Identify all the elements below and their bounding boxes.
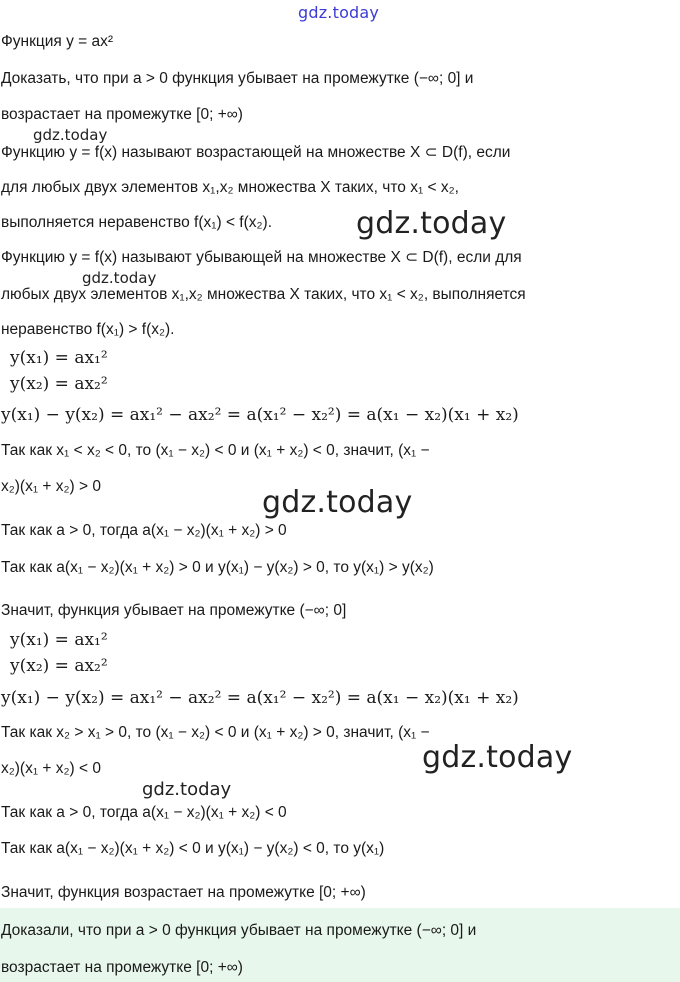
watermark-large-1: gdz.today [356, 206, 507, 241]
watermark-medium: gdz.today [142, 779, 232, 800]
watermark-large-2: gdz.today [262, 485, 413, 520]
text-line-9: неравенство f(x₁) > f(x₂). [1, 321, 175, 338]
text-line-17: Так как a > 0, тогда a(x₁ − x₂)(x₁ + x₂) < 0 [1, 804, 287, 821]
text-line-11: x₂)(x₁ + x₂) > 0 [1, 478, 101, 495]
text-line-18: Так как a(x₁ − x₂)(x₁ + x₂) < 0 и y(x₁) − y(x₂) < 0, то y(x₁) [1, 840, 385, 857]
text-line-6: выполняется неравенство f(x₁) < f(x₂). [1, 214, 273, 231]
text-line-5: для любых двух элементов x₁,x₂ множества X таких, что x₁ < x₂, [1, 179, 459, 196]
text-line-4: Функцию y = f(x) называют возрастающей на множестве X ⊂ D(f), если [1, 144, 511, 161]
conclusion-line-2: возрастает на промежутке [0; +∞) [1, 959, 243, 976]
math-line-2: y(x₂) = ax₂² [10, 374, 108, 394]
watermark-large-3: gdz.today [422, 740, 573, 775]
text-line-15: Так как x₂ > x₁ > 0, то (x₁ − x₂) < 0 и (x₁ + x₂) > 0, значит, (x₁ − [1, 724, 430, 741]
conclusion-line-1: Доказали, что при a > 0 функция убывает на промежутке (−∞; 0] и [1, 922, 477, 939]
text-line-19: Значит, функция возрастает на промежутке [0; +∞) [1, 884, 366, 901]
math-line-1: y(x₁) = ax₁² [10, 348, 108, 368]
text-line-3: возрастает на промежутке [0; +∞) [1, 106, 243, 123]
text-line-7: Функцию y = f(x) называют убывающей на множестве X ⊂ D(f), если для [1, 249, 522, 266]
text-line-12: Так как a > 0, тогда a(x₁ − x₂)(x₁ + x₂) > 0 [1, 522, 287, 539]
math-line-3: y(x₁) − y(x₂) = ax₁² − ax₂² = a(x₁² − x₂²) = a(x₁ − x₂)(x₁ + x₂) [1, 405, 519, 425]
watermark-small-1: gdz.today [33, 126, 108, 144]
text-line-14: Значит, функция убывает на промежутке (−∞; 0] [1, 602, 347, 619]
text-line-1: Функция y = ax² [1, 33, 114, 50]
text-line-10: Так как x₁ < x₂ < 0, то (x₁ − x₂) < 0 и (x₁ + x₂) < 0, значит, (x₁ − [1, 442, 430, 459]
math-line-4: y(x₁) = ax₁² [10, 630, 108, 650]
text-line-16: x₂)(x₁ + x₂) < 0 [1, 760, 101, 777]
math-line-6: y(x₁) − y(x₂) = ax₁² − ax₂² = a(x₁² − x₂²) = a(x₁ − x₂)(x₁ + x₂) [1, 688, 519, 708]
text-line-13: Так как a(x₁ − x₂)(x₁ + x₂) > 0 и y(x₁) − y(x₂) > 0, то y(x₁) > y(x₂) [1, 559, 434, 576]
math-line-5: y(x₂) = ax₂² [10, 656, 108, 676]
text-line-8: любых двух элементов x₁,x₂ множества X таких, что x₁ < x₂, выполняется [1, 286, 526, 303]
watermark-small-2: gdz.today [82, 269, 157, 287]
watermark-top: gdz.today [298, 3, 380, 22]
text-line-2: Доказать, что при a > 0 функция убывает на промежутке (−∞; 0] и [1, 70, 474, 87]
